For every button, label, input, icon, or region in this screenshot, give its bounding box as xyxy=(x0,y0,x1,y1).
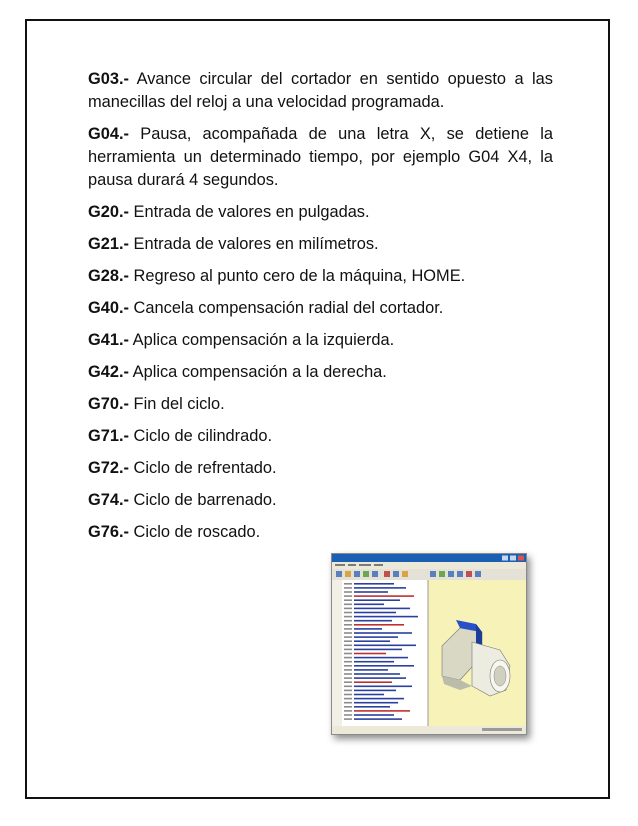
code-line-number xyxy=(344,587,352,589)
code-line xyxy=(354,608,410,610)
code-line xyxy=(354,628,382,630)
code-line xyxy=(354,677,406,679)
code-line xyxy=(354,620,392,622)
code-line-number xyxy=(344,591,352,593)
gcode-description: Ciclo de refrentado. xyxy=(129,459,277,477)
code-line xyxy=(354,698,404,700)
gcode-label: G76.- xyxy=(88,523,129,541)
gcode-label: G28.- xyxy=(88,267,129,285)
gcode-label: G72.- xyxy=(88,459,129,477)
list-item xyxy=(88,68,553,114)
code-line xyxy=(354,604,384,606)
list-item xyxy=(88,489,553,512)
code-line xyxy=(354,616,418,618)
code-line xyxy=(354,595,414,597)
list-item xyxy=(88,201,553,224)
gcode-label: G03.- xyxy=(88,70,129,88)
code-line xyxy=(354,649,402,651)
list-item xyxy=(88,361,553,384)
code-line-number xyxy=(344,632,352,634)
code-line-number xyxy=(344,686,352,688)
list-item xyxy=(88,521,553,544)
gcode-description: Ciclo de roscado. xyxy=(129,523,261,541)
gcode-label: G20.- xyxy=(88,203,129,221)
gcode-description: Cancela compensación radial del cortador. xyxy=(129,299,444,317)
code-line-number xyxy=(344,710,352,712)
list-item xyxy=(88,425,553,448)
code-line-number xyxy=(344,653,352,655)
code-line-number xyxy=(344,583,352,585)
code-line-number xyxy=(344,599,352,601)
code-line xyxy=(354,591,388,593)
code-line xyxy=(354,632,412,634)
code-line xyxy=(354,612,396,614)
code-line-number xyxy=(344,640,352,642)
code-line xyxy=(354,661,394,663)
list-item xyxy=(88,123,553,192)
code-line xyxy=(354,653,386,655)
list-item xyxy=(88,457,553,480)
code-line xyxy=(354,690,396,692)
gcode-label: G70.- xyxy=(88,395,129,413)
code-line xyxy=(354,673,400,675)
code-line-number xyxy=(344,608,352,610)
code-line-number xyxy=(344,624,352,626)
code-line-number xyxy=(344,595,352,597)
gcode-description: Aplica compensación a la izquierda. xyxy=(129,331,395,349)
gcode-label: G41.- xyxy=(88,331,129,349)
gcode-description: Entrada de valores en pulgadas. xyxy=(129,203,370,221)
code-line-number xyxy=(344,706,352,708)
list-item xyxy=(88,265,553,288)
code-line xyxy=(354,706,390,708)
gcode-description: Ciclo de barrenado. xyxy=(129,491,277,509)
code-line-number xyxy=(344,628,352,630)
code-line xyxy=(354,718,402,720)
code-line xyxy=(354,583,394,585)
code-line xyxy=(354,645,416,647)
code-line-number xyxy=(344,661,352,663)
code-line xyxy=(354,665,414,667)
gcode-list xyxy=(88,68,553,553)
code-line-number xyxy=(344,673,352,675)
file-tree-panel xyxy=(332,580,342,726)
code-line-number xyxy=(344,616,352,618)
code-line xyxy=(354,669,388,671)
gcode-description: Ciclo de cilindrado. xyxy=(129,427,273,445)
gcode-description: Aplica compensación a la derecha. xyxy=(129,363,387,381)
window-title-bar xyxy=(332,554,526,562)
code-line-number xyxy=(344,677,352,679)
code-line-number xyxy=(344,681,352,683)
code-line-number xyxy=(344,669,352,671)
list-item xyxy=(88,329,553,352)
code-line xyxy=(354,640,390,642)
code-line-number xyxy=(344,604,352,606)
list-item xyxy=(88,233,553,256)
gcode-label: G71.- xyxy=(88,427,129,445)
code-line xyxy=(354,694,384,696)
code-line xyxy=(354,681,392,683)
code-line-number xyxy=(344,690,352,692)
code-line xyxy=(354,710,410,712)
gcode-label: G40.- xyxy=(88,299,129,317)
gcode-description: Fin del ciclo. xyxy=(129,395,225,413)
gcode-description: Regreso al punto cero de la máquina, HOME. xyxy=(129,267,466,285)
toolbar xyxy=(332,569,526,580)
code-line xyxy=(354,636,398,638)
code-line xyxy=(354,702,398,704)
code-line-number xyxy=(344,649,352,651)
code-line xyxy=(354,686,412,688)
code-line-number xyxy=(344,657,352,659)
code-line-number xyxy=(344,645,352,647)
list-item xyxy=(88,297,553,320)
code-line-number xyxy=(344,714,352,716)
gcode-label: G21.- xyxy=(88,235,129,253)
code-line-number xyxy=(344,636,352,638)
code-line-number xyxy=(344,702,352,704)
gcode-description: Entrada de valores en milímetros. xyxy=(129,235,379,253)
gcode-label: G04.- xyxy=(88,125,129,143)
code-line xyxy=(354,624,404,626)
cnc-software-screenshot xyxy=(331,553,527,735)
code-line xyxy=(354,599,400,601)
gcode-label: G42.- xyxy=(88,363,129,381)
gcode-description: Pausa, acompañada de una letra X, se detiene la herramienta un determinado tiempo, por ejemplo G04 X4, la pausa durará 4 segundos. xyxy=(88,125,553,189)
code-line xyxy=(354,587,406,589)
code-line-number xyxy=(344,698,352,700)
list-item xyxy=(88,393,553,416)
code-line-number xyxy=(344,718,352,720)
code-line-number xyxy=(344,694,352,696)
code-line-number xyxy=(344,665,352,667)
code-line-number xyxy=(344,612,352,614)
gcode-description: Avance circular del cortador en sentido opuesto a las manecillas del reloj a una velocidad programada. xyxy=(88,70,553,111)
code-line-number xyxy=(344,620,352,622)
code-line xyxy=(354,657,408,659)
code-line xyxy=(354,714,394,716)
gcode-label: G74.- xyxy=(88,491,129,509)
